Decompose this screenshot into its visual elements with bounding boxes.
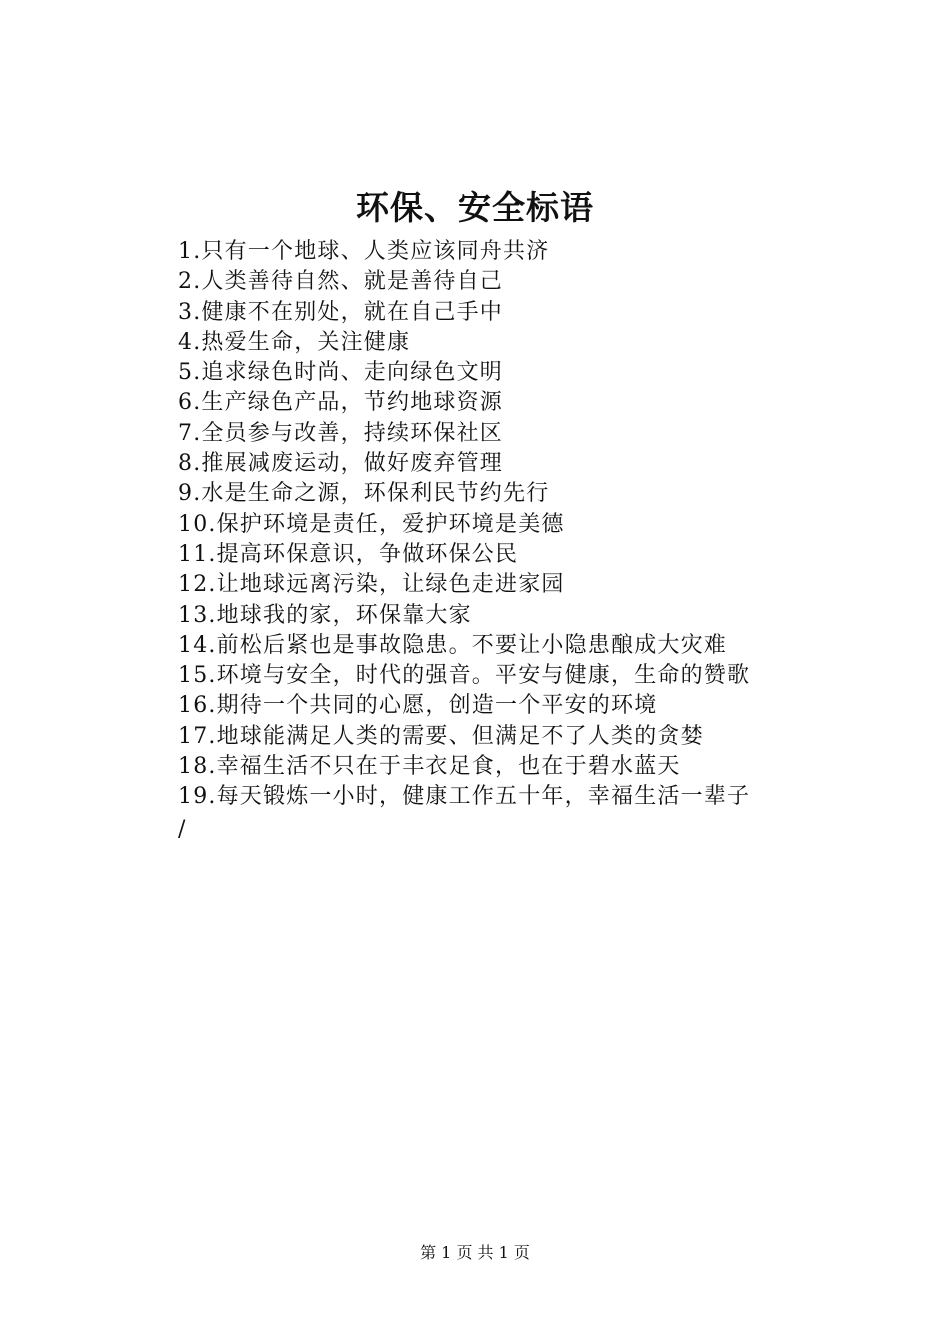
slogan-item-3: 3.健康不在别处，就在自己手中 [178,299,503,325]
slogan-item-11: 11.提高环保意识，争做环保公民 [178,541,519,567]
slogan-item-6: 6.生产绿色产品，节约地球资源 [178,390,503,416]
slogan-item-9: 9.水是生命之源，环保利民节约先行 [178,481,550,507]
slogan-item-13: 13.地球我的家，环保靠大家 [178,602,472,628]
slogan-item-12: 12.让地球远离污染，让绿色走进家园 [178,572,565,598]
slogan-item-10: 10.保护环境是责任，爱护环境是美德 [178,511,565,537]
trailing-slash: / [178,817,186,842]
slogan-item-15: 15.环境与安全，时代的强音。平安与健康，生命的赞歌 [178,663,751,689]
slogan-list [178,237,838,813]
slogan-item-5: 5.追求绿色时尚、走向绿色文明 [178,360,503,386]
document-title: 环保、安全标语 [356,188,594,227]
slogan-item-7: 7.全员参与改善，持续环保社区 [178,420,503,446]
page-footer: 第 1 页 共 1 页 [420,1243,530,1262]
slogan-item-8: 8.推展减废运动，做好废弃管理 [178,451,503,477]
slogan-item-18: 18.幸福生活不只在于丰衣足食，也在于碧水蓝天 [178,754,681,780]
slogan-item-4: 4.热爱生命，关注健康 [178,329,411,355]
slogan-item-1: 1.只有一个地球、人类应该同舟共济 [178,239,550,264]
slogan-item-16: 16.期待一个共同的心愿，创造一个平安的环境 [178,693,658,719]
slogan-item-17: 17.地球能满足人类的需要、但满足不了人类的贪婪 [178,723,704,749]
slogan-item-2: 2.人类善待自然、就是善待自己 [178,269,503,295]
slogan-item-14: 14.前松后紧也是事故隐患。不要让小隐患酿成大灾难 [178,632,727,658]
slogan-item-19: 19.每天锻炼一小时，健康工作五十年，幸福生活一辈子 [178,784,751,810]
